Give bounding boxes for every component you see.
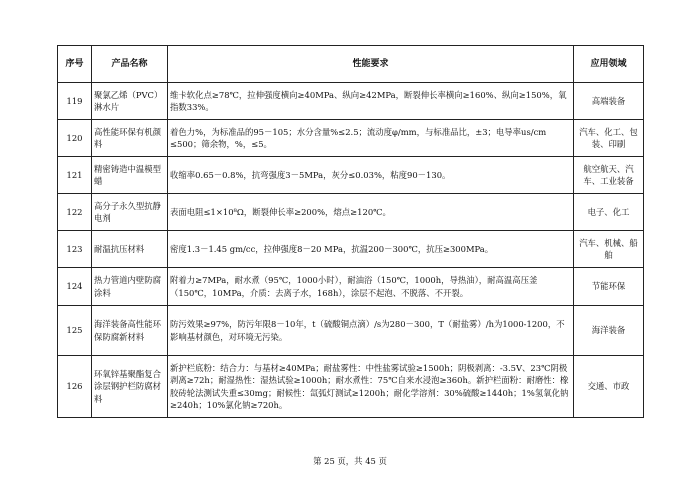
- row-field: 海洋装备: [574, 306, 644, 356]
- header-field: 应用领域: [574, 46, 644, 83]
- table-row: [58, 231, 644, 268]
- header-name: 产品名称: [92, 46, 168, 83]
- table-row: [58, 194, 644, 231]
- row-no: 125: [58, 306, 92, 356]
- row-field: 航空航天、汽车、工业装备: [574, 157, 644, 194]
- table-row: [58, 306, 644, 356]
- table-row: [58, 157, 644, 194]
- table-row: [58, 356, 644, 418]
- row-name: 环氧锌基聚酯复合涂层钢护栏防腐材料: [92, 356, 168, 418]
- table-row: [58, 120, 644, 157]
- row-requirements: 密度1.3－1.45 gm/cc，拉伸强度8－20 MPa，抗温200－300℃，抗压≥300MPa。: [168, 231, 574, 268]
- table-header-row: [58, 46, 644, 83]
- product-table: [57, 45, 644, 418]
- row-name: 聚氯乙烯（PVC）淋水片: [92, 83, 168, 120]
- page-footer: 第 25 页，共 45 页: [313, 456, 387, 466]
- row-field: 节能环保: [574, 268, 644, 306]
- row-name: 精密铸造中温模型蜡: [92, 157, 168, 194]
- row-field: 高端装备: [574, 83, 644, 120]
- row-requirements: 附着力≥7MPa，耐水煮（95℃，1000小时），耐油浴（150℃，1000h，导热油），耐高温高压釜（150℃，10MPa，介质：去离子水，168h），涂层不起泡、不脱落、不开裂。: [168, 268, 574, 306]
- header-requirements: 性能要求: [168, 46, 574, 83]
- row-requirements: 新护栏底粉：结合力：与基材≥40MPa；耐盐雾性：中性盐雾试验≥1500h；阴极剥离：-3.5V、23℃阴极剥离≥72h；耐湿热性：湿热试验≥1000h；耐水煮性：75℃自来水浸泡≥360h。新护栏面粉：耐磨性：橡胶砖轮法测试失重≤30mg；耐候性：氙弧灯测试≥1200h；耐化学溶剂：30%硫酸≥1440h；1%氢氧化钠≥240h；10%氯化钠≥720h。: [168, 356, 574, 418]
- header-no: 序号: [58, 46, 92, 83]
- row-requirements: 收缩率0.65－0.8%，抗弯强度3－5MPa，灰分≤0.03%，粘度90－130。: [168, 157, 574, 194]
- table-row: [58, 83, 644, 120]
- table-row: [58, 268, 644, 306]
- row-requirements: 防污效果≥97%，防污年限8－10年，t（硫酸铜点滴）/s为280－300，T（耐盐雾）/h为1000-1200，不影响基材颜色，对环境无污染。: [168, 306, 574, 356]
- row-no: 126: [58, 356, 92, 418]
- row-no: 123: [58, 231, 92, 268]
- spec-sheet: [57, 45, 643, 418]
- row-no: 121: [58, 157, 92, 194]
- row-field: 电子、化工: [574, 194, 644, 231]
- row-no: 124: [58, 268, 92, 306]
- row-no: 122: [58, 194, 92, 231]
- row-name: 高分子永久型抗静电剂: [92, 194, 168, 231]
- row-requirements: 着色力%，为标准品的95－105；水分含量%≤2.5；流动度φ/mm，与标准品比，±3；电导率us/cm ≤500；筛余物，%，≤5。: [168, 120, 574, 157]
- row-name: 高性能环保有机颜料: [92, 120, 168, 157]
- row-requirements: 表面电阻≤1×10⁸Ω，断裂伸长率≥200%，熔点≥120℃。: [168, 194, 574, 231]
- row-name: 海洋装备高性能环保防腐新材料: [92, 306, 168, 356]
- row-field: 汽车、机械、船舶: [574, 231, 644, 268]
- row-no: 120: [58, 120, 92, 157]
- row-no: 119: [58, 83, 92, 120]
- row-name: 热力管道内壁防腐涂料: [92, 268, 168, 306]
- row-name: 耐温抗压材料: [92, 231, 168, 268]
- row-requirements: 维卡软化点≥78℃，拉伸强度横向≥40MPa、纵向≥42MPa，断裂伸长率横向≥160%、纵向≥150%，氧指数33%。: [168, 83, 574, 120]
- row-field: 交通、市政: [574, 356, 644, 418]
- row-field: 汽车、化工、包装、印刷: [574, 120, 644, 157]
